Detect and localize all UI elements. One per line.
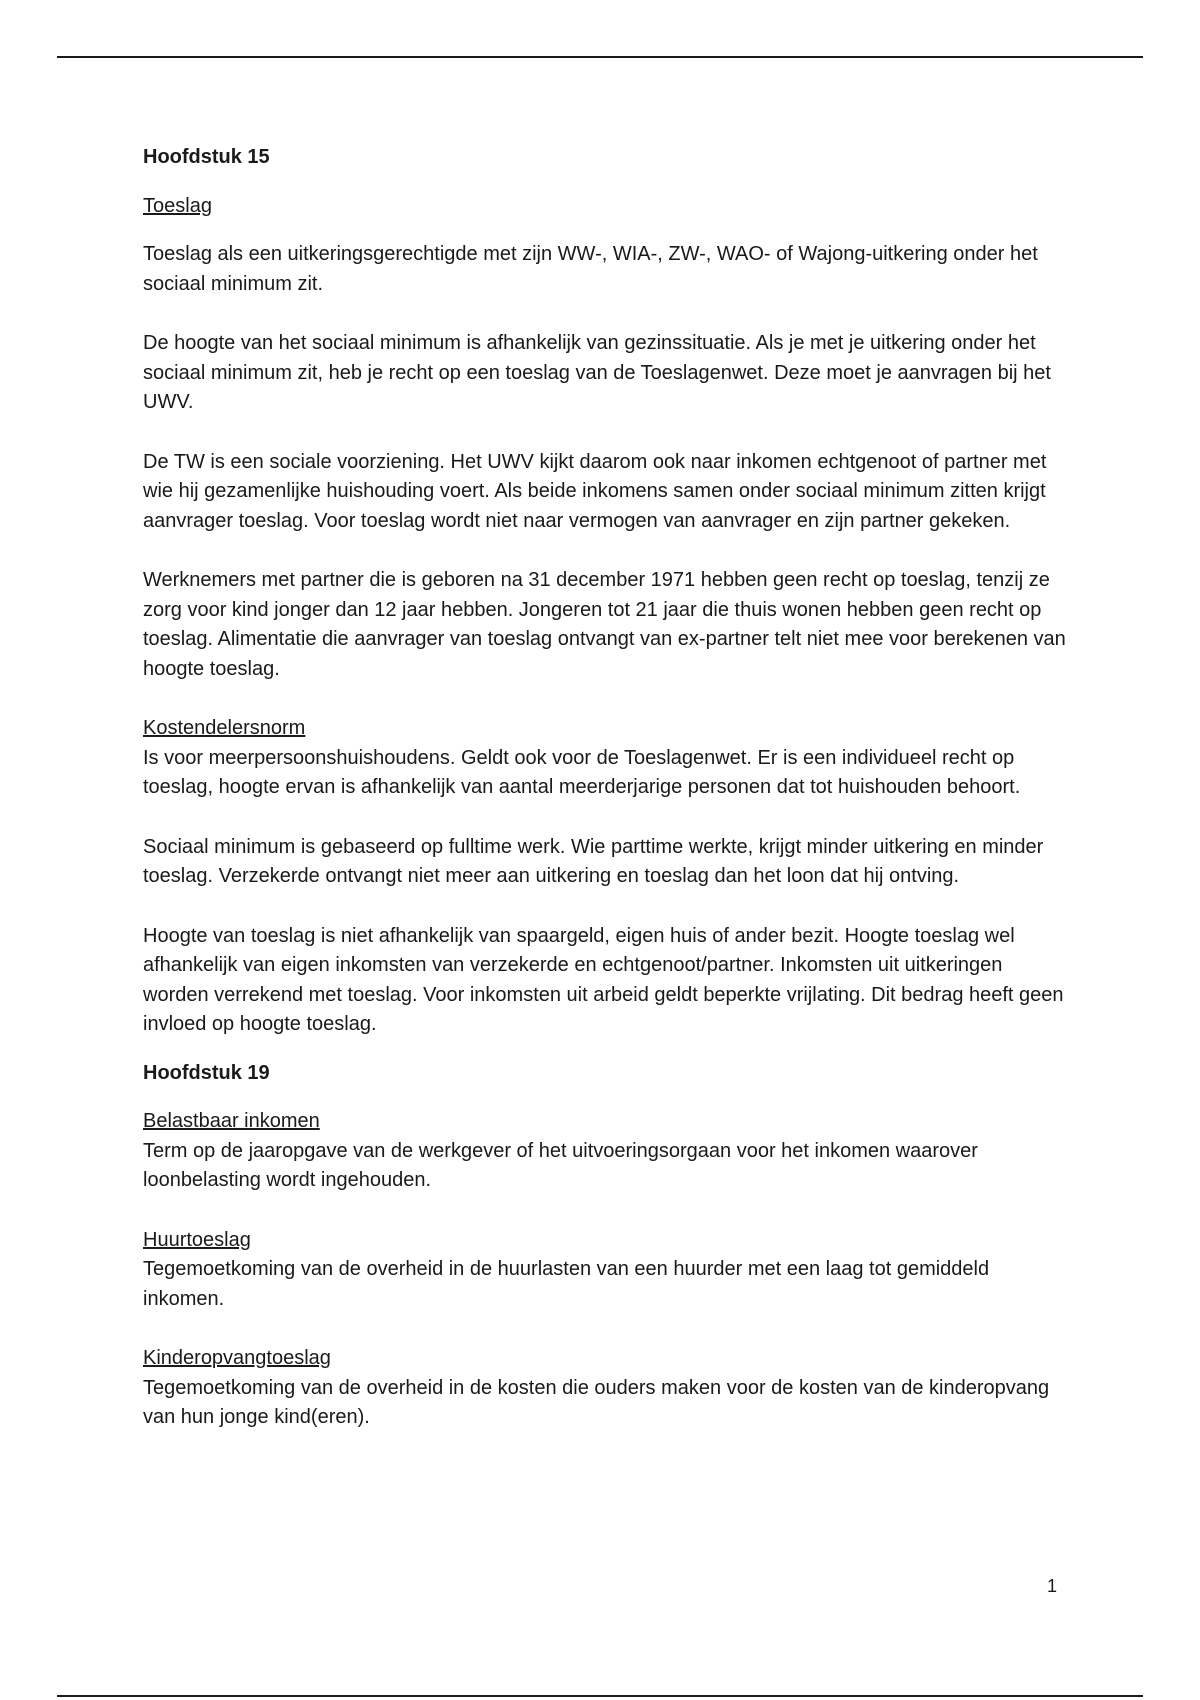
paragraph: Sociaal minimum is gebaseerd op fulltime werk. Wie parttime werkte, krijgt minder uitkering en minder toeslag. Verzekerde ontvangt niet meer aan uitkering en toeslag dan het loon dat hij ontving. [143,835,1044,887]
paragraph: Is voor meerpersoonshuishoudens. Geldt ook voor de Toeslagenwet. Er is een individueel recht op toeslag, hoogte ervan is afhankelijk van aantal meerderjarige personen dat tot huishouden behoort. [143,746,1021,798]
chapter-heading: Hoofdstuk 19 [143,1061,270,1084]
paragraph: Hoogte van toeslag is niet afhankelijk van spaargeld, eigen huis of ander bezit. Hoogte toeslag wel afhankelijk van eigen inkomsten van verzekerde en echtgenoot/partner. Inkomsten uit uitkeringen worden verrekend met toeslag. Voor inkomsten uit arbeid geldt beperkte vrijlating. Dit bedrag heeft geen invloed op hoogte toeslag. [143,924,1064,1035]
term-heading: Kinderopvangtoeslag [143,1347,331,1369]
footer-rule [57,1695,1143,1697]
document-body [143,143,1073,1463]
term-definition: Tegemoetkoming van de overheid in de kosten die ouders maken voor de kosten van de kinderopvang van hun jonge kind(eren). [143,1376,1050,1428]
paragraph: Toeslag als een uitkeringsgerechtigde met zijn WW-, WIA-, ZW-, WAO- of Wajong-uitkering onder het sociaal minimum zit. [143,243,1038,295]
term-definition: Tegemoetkoming van de overheid in de huurlasten van een huurder met een laag tot gemiddeld inkomen. [143,1258,990,1310]
term-heading: Huurtoeslag [143,1228,251,1251]
paragraph: De hoogte van het sociaal minimum is afhankelijk van gezinssituatie. Als je met je uitkering onder het sociaal minimum zit, heb je recht op een toeslag van de Toeslagenwet. Deze moet je aanvragen bij het UWV. [143,332,1051,413]
term-definition: Term op de jaaropgave van de werkgever of het uitvoeringsorgaan voor het inkomen waarover loonbelasting wordt ingehouden. [143,1139,978,1191]
header-rule [57,56,1143,58]
section-subheading: Kostendelersnorm [143,717,306,739]
paragraph: Werknemers met partner die is geboren na 31 december 1971 hebben geen recht op toeslag, tenzij ze zorg voor kind jonger dan 12 jaar hebben. Jongeren tot 21 jaar die thuis wonen hebben geen recht op toeslag. Alimentatie die aanvrager van toeslag ontvangt van ex-partner telt niet mee voor berekenen van hoogte toeslag. [143,569,1066,680]
section-subheading: Toeslag [143,194,212,217]
page-number: 1 [1046,1576,1057,1596]
term-heading: Belastbaar inkomen [143,1110,320,1132]
paragraph: De TW is een sociale voorziening. Het UWV kijkt daarom ook naar inkomen echtgenoot of partner met wie hij gezamenlijke huishouding voert. Als beide inkomens samen onder sociaal minimum zitten krijgt aanvrager toeslag. Voor toeslag wordt niet naar vermogen van aanvrager en zijn partner gekeken. [143,450,1047,532]
chapter-heading: Hoofdstuk 15 [143,146,270,168]
